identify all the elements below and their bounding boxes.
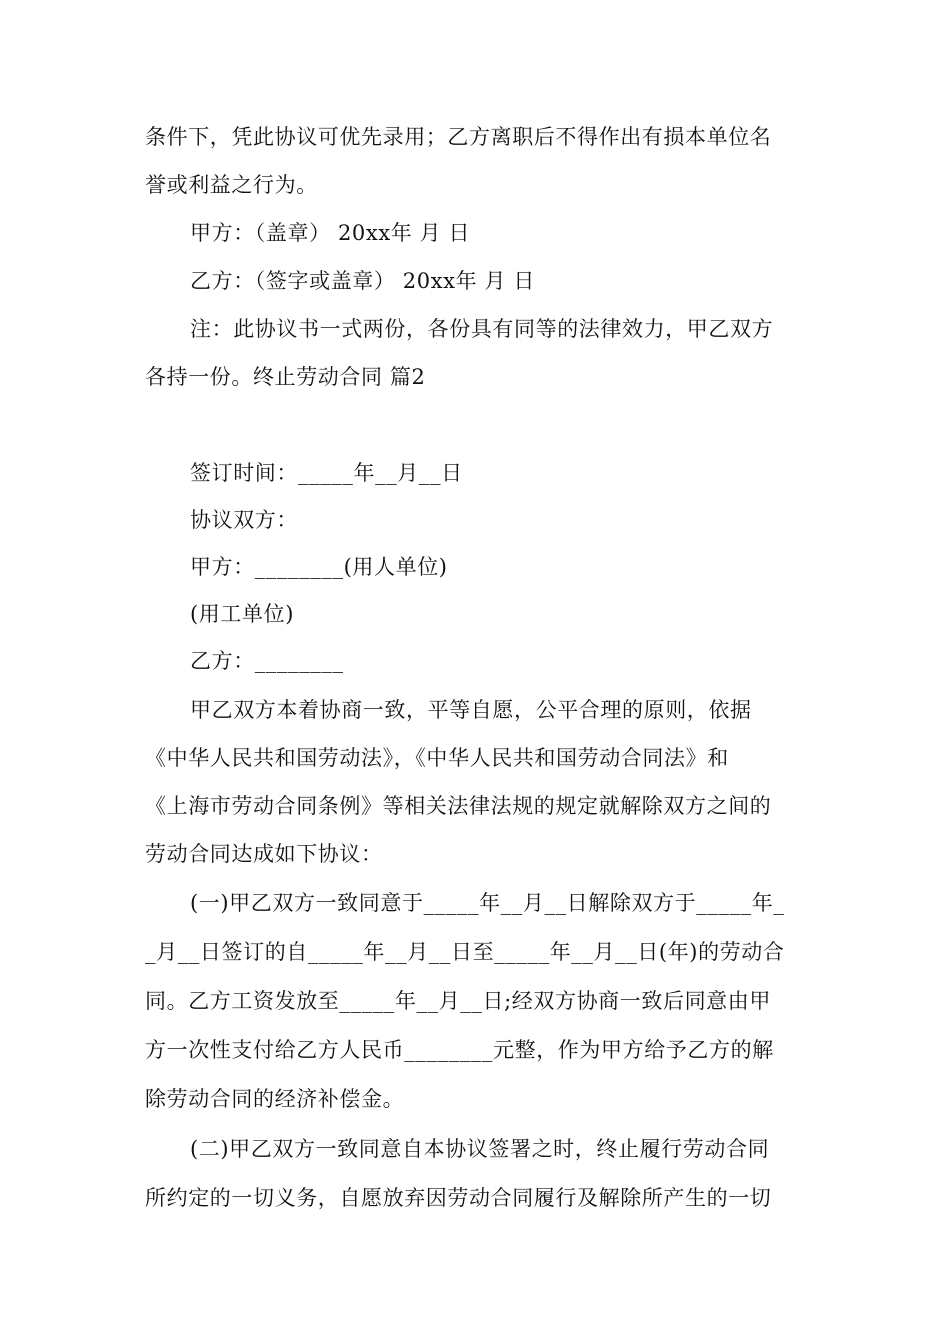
paragraph-line: 甲乙双方本着协商一致，平等自愿，公平合理的原则，依据: [190, 698, 752, 722]
text-line: 誉或利益之行为。: [145, 173, 318, 197]
paragraph-line: 《中华人民共和国劳动法》，《中华人民共和国劳动合同法》和: [145, 746, 729, 770]
clause-two-line: 所约定的一切义务，自愿放弃因劳动合同履行及解除所产生的一切: [145, 1186, 772, 1210]
clause-one-line: 同。乙方工资发放至_____年__月__日;经双方协商一致后同意由甲: [145, 989, 771, 1013]
parties-label: 协议双方：: [190, 508, 298, 532]
clause-one-line: (一)甲乙双方一致同意于_____年__月__日解除双方于_____年_: [190, 891, 785, 915]
paragraph-line: 劳动合同达成如下协议：: [145, 842, 383, 866]
note-line: 注：此协议书一式两份，各份具有同等的法律效力，甲乙双方: [190, 317, 774, 341]
party-b-field: 乙方：________: [190, 649, 344, 673]
section-heading: 各持一份。终止劳动合同 篇2: [145, 365, 426, 389]
signature-line-party-a: 甲方：（盖章） 20xx年 月 日: [190, 221, 471, 245]
paragraph-line: 《上海市劳动合同条例》等相关法律法规的规定就解除双方之间的: [145, 794, 772, 818]
party-a-field: 甲方：________(用人单位): [190, 555, 448, 579]
clause-one-line: _月__日签订的自_____年__月__日至_____年__月__日(年)的劳动合: [145, 940, 785, 964]
signing-date-field: 签订时间：_____年__月__日: [190, 461, 463, 485]
clause-one-line: 方一次性支付给乙方人民币________元整，作为甲方给予乙方的解: [145, 1038, 774, 1062]
employer-unit-label: (用工单位): [190, 602, 294, 626]
signature-line-party-b: 乙方：（签字或盖章） 20xx年 月 日: [190, 269, 535, 293]
clause-two-line: (二)甲乙双方一致同意自本协议签署之时，终止履行劳动合同: [190, 1137, 770, 1161]
text-line: 条件下，凭此协议可优先录用；乙方离职后不得作出有损本单位名: [145, 125, 772, 149]
clause-one-line: 除劳动合同的经济补偿金。: [145, 1087, 405, 1111]
